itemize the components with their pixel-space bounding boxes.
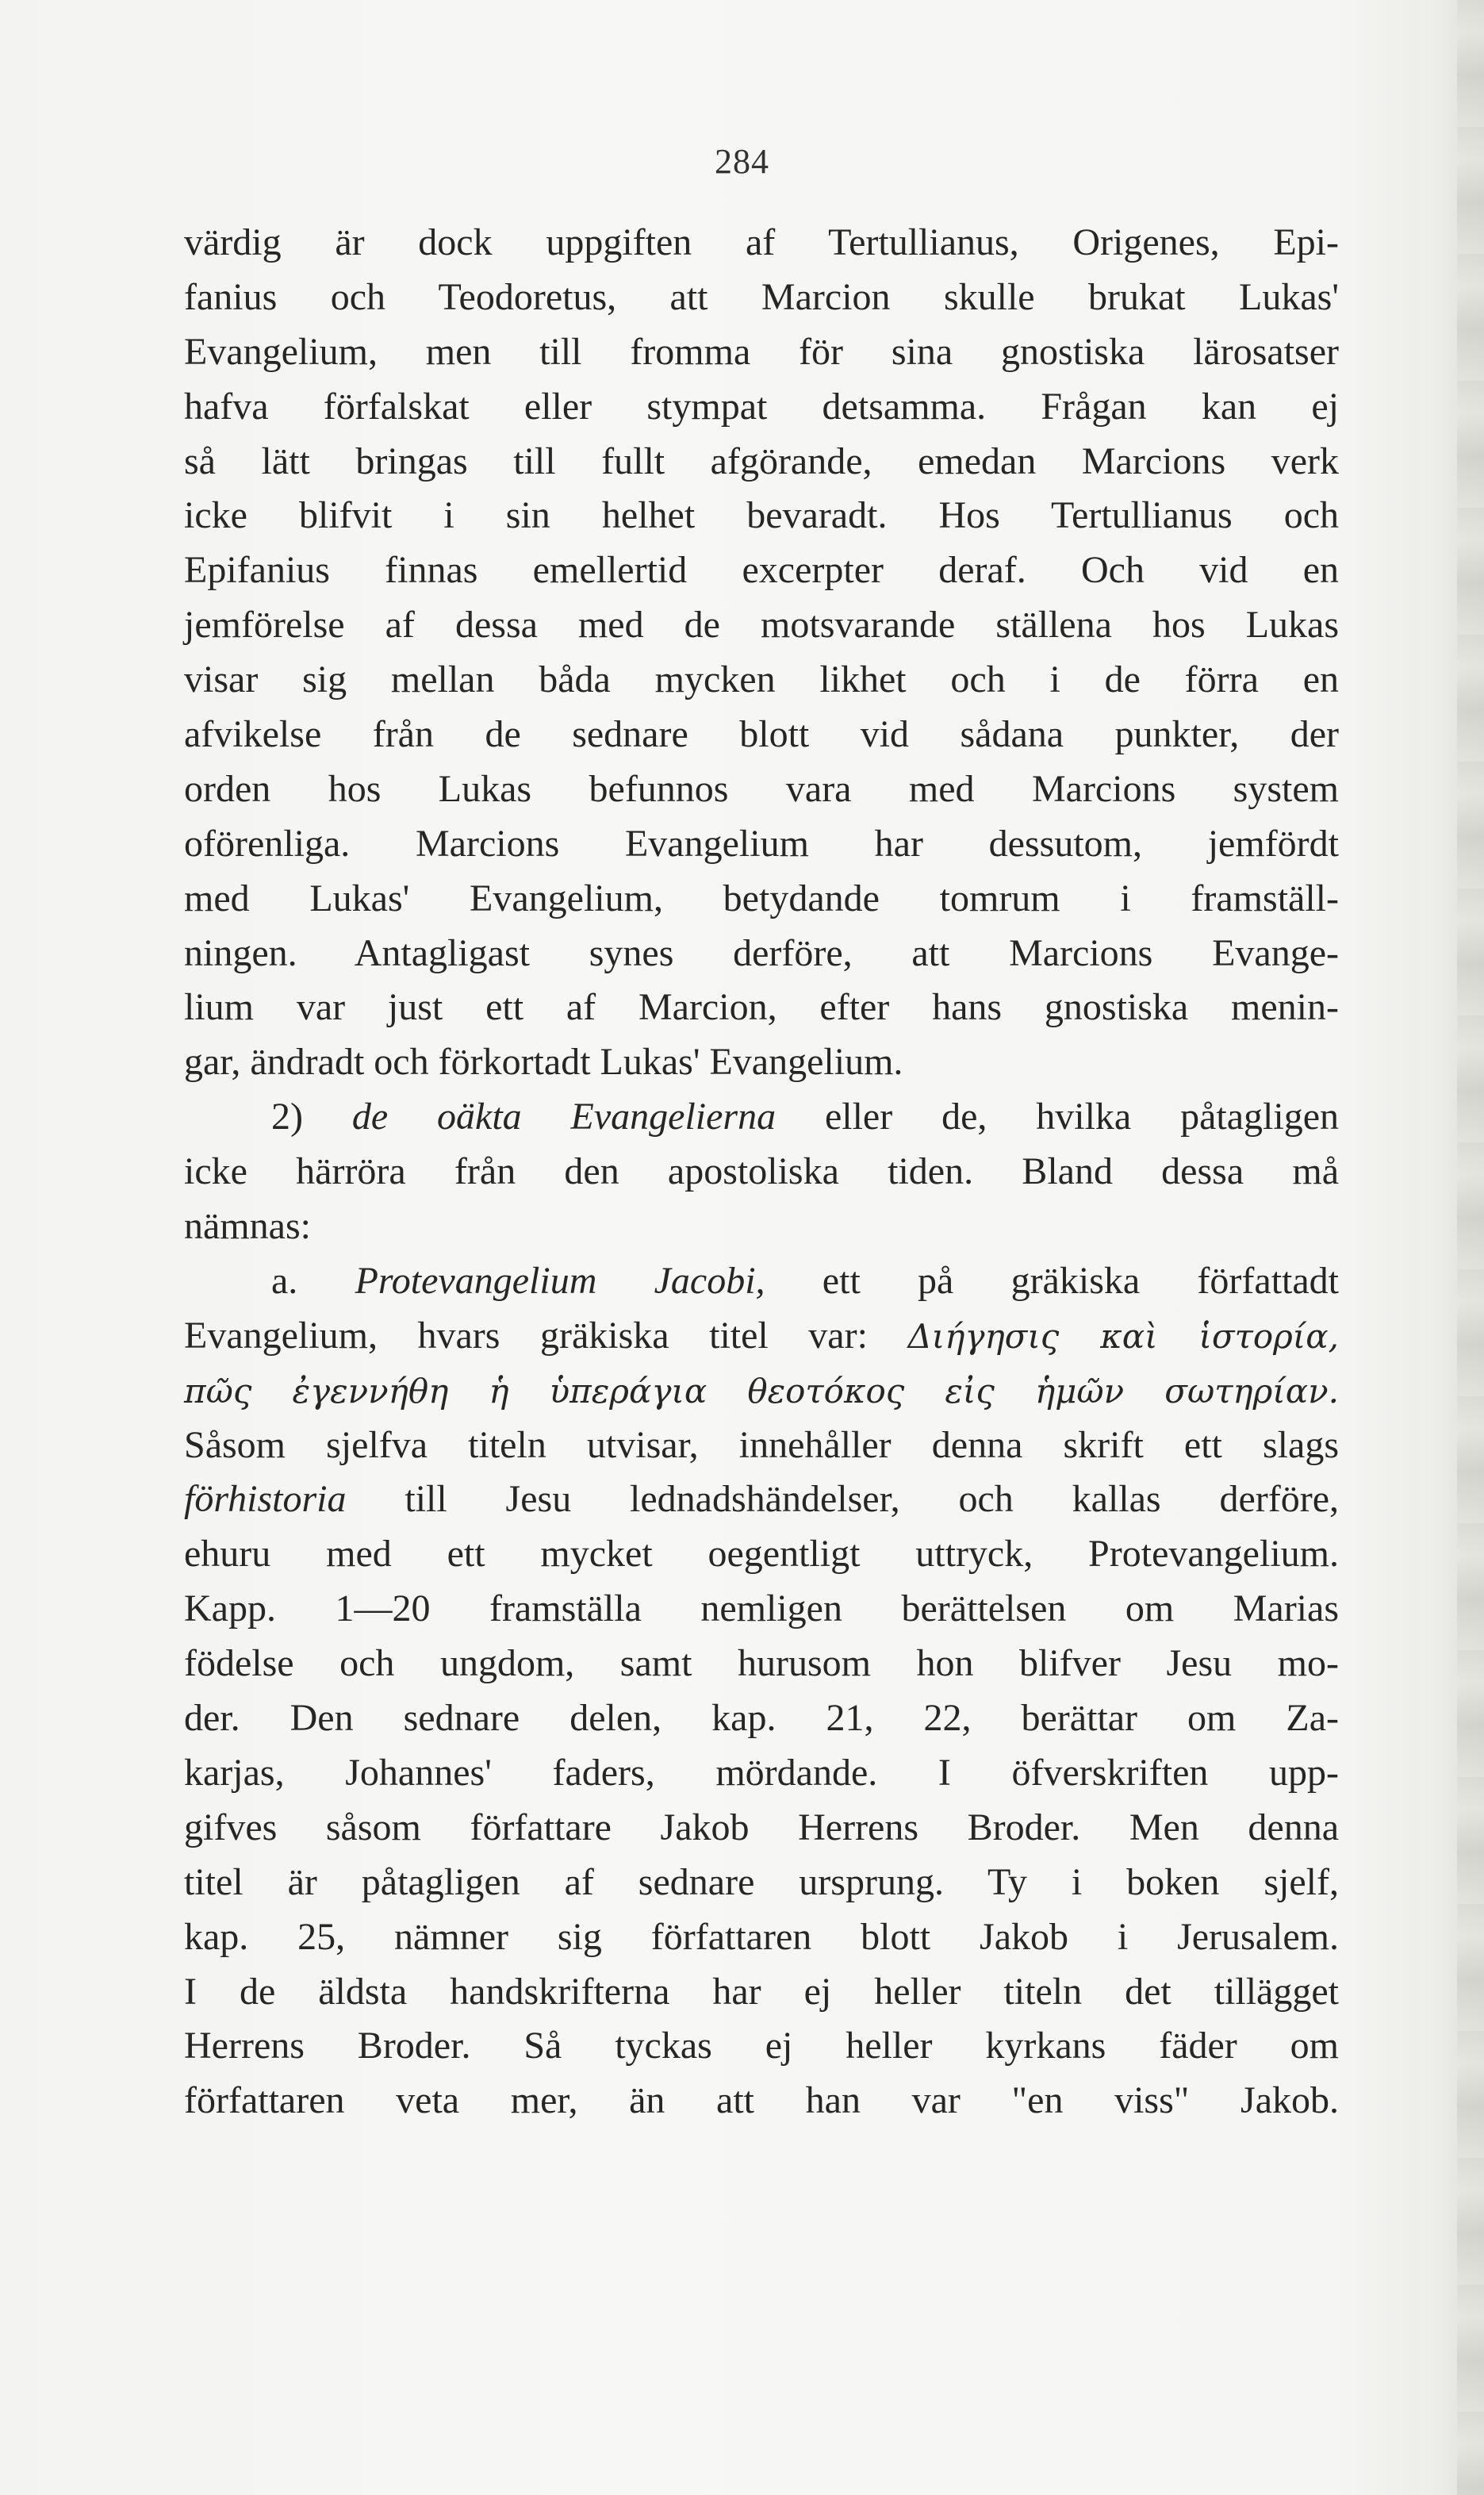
text-line: nämnas:	[184, 1205, 311, 1248]
text-line: gar, ändradt och förkortadt Lukas' Evangelium.	[184, 1041, 903, 1084]
text-line: I de äldsta handskrifterna har ej heller titeln det tillägget	[184, 1970, 1339, 2013]
text-line: visar sig mellan båda mycken likhet och i de förra en	[184, 658, 1339, 701]
text-line: titel är påtagligen af sednare ursprung. Ty i boken sjelf,	[184, 1860, 1339, 1903]
text-line: icke härröra från den apostoliska tiden. Bland dessa må	[184, 1150, 1339, 1193]
text-line: icke blifvit i sin helhet bevaradt. Hos Tertullianus och	[184, 494, 1339, 537]
text-line: kap. 25, nämner sig författaren blott Jakob i Jerusalem.	[184, 1915, 1339, 1958]
text-line: Evangelium, hvars gräkiska titel var: Διήγησις καὶ ἱστορία,	[184, 1314, 1339, 1357]
text-line: afvikelse från de sednare blott vid sådana punkter, der	[184, 713, 1339, 756]
text-line: förhistoria till Jesu lednadshändelser, och kallas derföre,	[184, 1478, 1339, 1521]
text-line: jemförelse af dessa med de motsvarande ställena hos Lukas	[184, 604, 1339, 647]
text-line: författaren veta mer, än att han var "en viss" Jakob.	[184, 2079, 1339, 2122]
text-line: Herrens Broder. Så tyckas ej heller kyrkans fäder om	[184, 2025, 1339, 2067]
text-line: orden hos Lukas befunnos vara med Marcions system	[184, 767, 1339, 810]
subsection-heading-line: a. Protevangelium Jacobi, ett på gräkiska författadt	[271, 1259, 1340, 1302]
text-line: Evangelium, men till fromma för sina gnostiska lärosatser	[184, 330, 1339, 373]
body-text	[184, 216, 1339, 2128]
text-line: gifves såsom författare Jakob Herrens Broder. Men denna	[184, 1806, 1339, 1848]
text-line: fanius och Teodoretus, att Marcion skulle brukat Lukas'	[184, 275, 1339, 318]
text-line: karjas, Johannes' faders, mördande. I öfverskriften upp-	[184, 1751, 1339, 1794]
section-heading-italic: de oäkta Evangelierna	[351, 1096, 777, 1138]
text-line: Såsom sjelfva titeln utvisar, innehåller denna skrift ett slags	[184, 1423, 1339, 1466]
text-line: födelse och ungdom, samt hurusom hon blifver Jesu mo-	[184, 1642, 1339, 1685]
page-edge-shadow	[1457, 0, 1484, 2495]
greek-title-continued: πῶς ἐγεννήθη ἡ ὑπεράγια θεοτόκος εἰς ἡμῶν σωτηρίαν.	[184, 1371, 1339, 1411]
text-line: med Lukas' Evangelium, betydande tomrum i framställ-	[184, 877, 1339, 919]
text-line: Kapp. 1—20 framställa nemligen berättelsen om Marias	[184, 1587, 1339, 1630]
text-line: så lätt bringas till fullt afgörande, emedan Marcions verk	[184, 440, 1339, 482]
subsection-heading-italic: Protevangelium Jacobi,	[355, 1259, 765, 1302]
greek-text-line	[184, 1364, 1339, 1418]
text-line: hafva förfalskat eller stympat detsamma. Frågan kan ej	[184, 385, 1339, 428]
page-number: 284	[715, 142, 769, 181]
text-line: der. Den sednare delen, kap. 21, 22, berättar om Za-	[184, 1697, 1339, 1740]
italic-term: förhistoria	[184, 1478, 347, 1521]
section-heading-line: 2) de oäkta Evangelierna eller de, hvilka påtagligen	[271, 1096, 1339, 1138]
text-line: Epifanius finnas emellertid excerpter deraf. Och vid en	[184, 549, 1339, 592]
text-line: ningen. Antagligast synes derföre, att Marcions Evange-	[184, 931, 1339, 974]
greek-title: Διήγησις καὶ ἱστορία,	[907, 1316, 1339, 1356]
text-line: lium var just ett af Marcion, efter hans gnostiska menin-	[184, 986, 1339, 1029]
text-line: värdig är dock uppgiften af Tertullianus, Origenes, Epi-	[184, 221, 1339, 263]
text-line: oförenliga. Marcions Evangelium har dessutom, jemfördt	[184, 822, 1339, 865]
text-line: ehuru med ett mycket oegentligt uttryck, Protevangelium.	[184, 1533, 1339, 1576]
